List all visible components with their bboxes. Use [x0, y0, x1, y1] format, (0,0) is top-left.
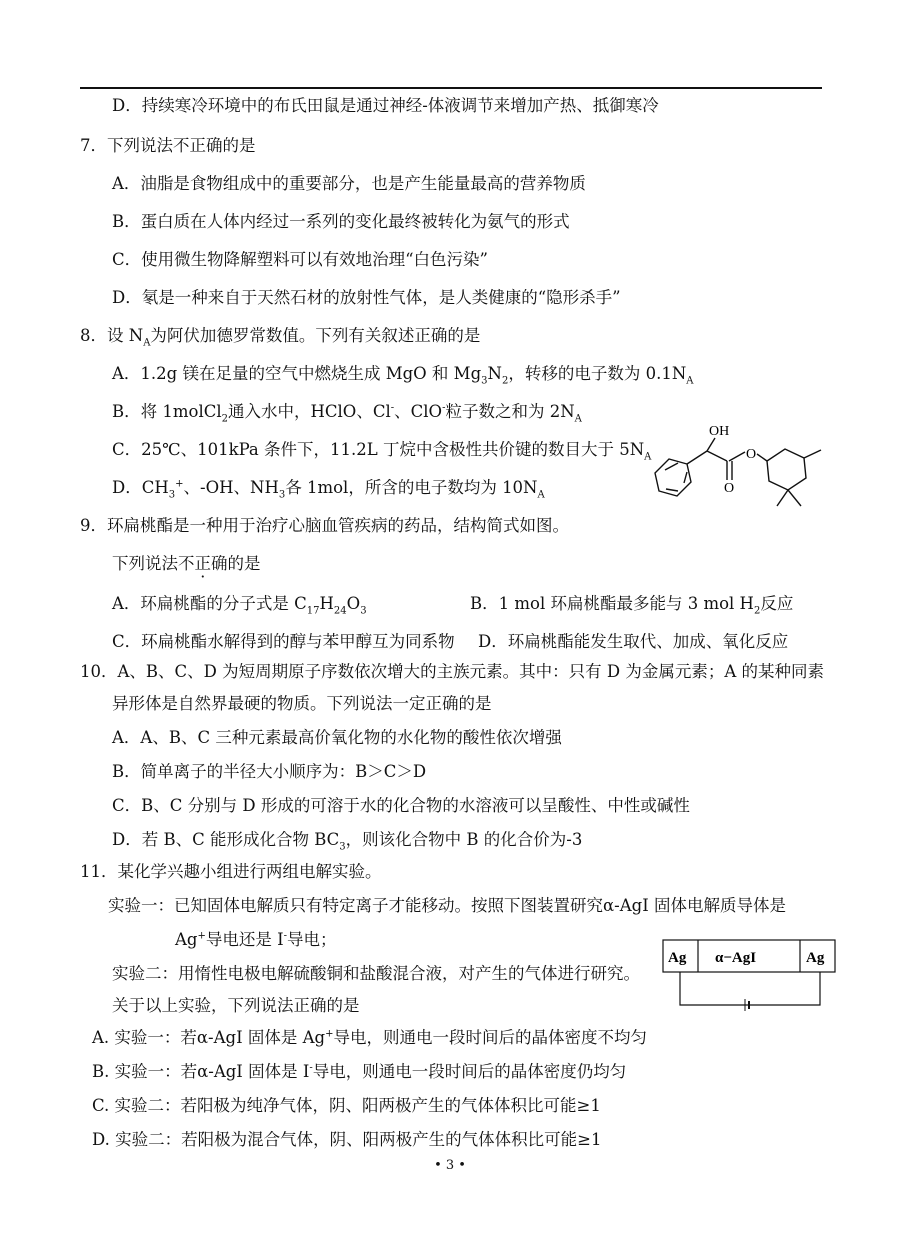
q11-experiment1-line2: Ag+导电还是 I-导电； — [175, 930, 337, 949]
q11-experiment1-line1: 实验一：已知固体电解质只有特定离子才能移动。按照下图装置研究α-AgI 固体电解质导体是 — [108, 896, 786, 915]
q10-stem-line2: 异形体是自然界最硬的物质。下列说法一定正确的是 — [112, 694, 492, 713]
apparatus-electrolyte: α−AgI — [715, 950, 757, 966]
q9-option-c: C．环扁桃酯水解得到的醇与苯甲醇互为同系物 — [112, 632, 455, 651]
hydroxyl-label: OH — [709, 424, 730, 439]
q7-option-a: A．油脂是食物组成中的重要部分，也是产生能量最高的营养物质 — [112, 174, 586, 193]
electrolysis-apparatus-diagram — [662, 938, 837, 1016]
apparatus-left-electrode: Ag — [668, 950, 687, 966]
q7-option-c: C．使用微生物降解塑料可以有效地治理“白色污染” — [112, 250, 488, 269]
q10-option-c: C．B、C 分别与 D 形成的可溶于水的化合物的水溶液可以呈酸性、中性或碱性 — [112, 796, 690, 815]
q11-about: 关于以上实验，下列说法正确的是 — [112, 996, 360, 1015]
q7-option-b: B．蛋白质在人体内经过一系列的变化最终被转化为氨气的形式 — [112, 212, 570, 231]
q11-option-a: A. 实验一：若α-AgI 固体是 Ag+导电，则通电一段时间后的晶体密度不均匀 — [92, 1028, 647, 1047]
header-rule — [80, 87, 822, 89]
page-number: • 3 • — [434, 1158, 466, 1173]
q9-option-b: B．1 mol 环扁桃酯最多能与 3 mol $H_2$反应 — [470, 594, 794, 617]
q6-option-d: D．持续寒冷环境中的布氏田鼠是通过神经-体液调节来增加产热、抵御寒冷 — [112, 96, 659, 115]
q9-stem: 9．环扁桃酯是一种用于治疗心脑血管疾病的药品，结构简式如图。 — [80, 516, 569, 535]
q11-option-d: D. 实验二：若阳极为混合气体，阴、阳两极产生的气体体积比可能≥1 — [92, 1130, 602, 1149]
q9-substem: 下列说法不正确的是 — [112, 554, 261, 573]
q10-option-a: A．A、B、C 三种元素最高价氧化物的水化物的酸性依次增强 — [112, 728, 562, 747]
q8-option-c: C．25℃、101kPa 条件下，11.2L 丁烷中含极性共价键的数目大于 $5N_A$ — [112, 440, 652, 463]
q7-option-d: D．氡是一种来自于天然石材的放射性气体，是人类健康的“隐形杀手” — [112, 288, 621, 307]
q8-option-d: D．$CH_3^+$、-OH、$NH_3$各 1mol，所含的电子数均为 $10N_A$ — [112, 478, 545, 501]
q9-option-d: D．环扁桃酯能发生取代、加成、氧化反应 — [478, 632, 789, 651]
cyclandelate-structure-diagram — [645, 418, 830, 518]
q8-stem: 8．设 $N_A$为阿伏加德罗常数值。下列有关叙述正确的是 — [80, 326, 481, 349]
q7-stem: 7．下列说法不正确的是 — [80, 136, 256, 155]
q11-stem: 11．某化学兴趣小组进行两组电解实验。 — [80, 862, 382, 881]
q10-option-d: D．若 B、C 能形成化合物 $BC_3$，则该化合物中 B 的化合价为-3 — [112, 830, 583, 853]
q11-option-b: B. 实验一：若α-AgI 固体是 I-导电，则通电一段时间后的晶体密度仍均匀 — [92, 1062, 627, 1081]
q10-option-b: B．简单离子的半径大小顺序为：B＞C＞D — [112, 762, 427, 781]
q11-experiment2: 实验二：用惰性电极电解硫酸铜和盐酸混合液，对产生的气体进行研究。 — [112, 964, 640, 983]
ester-oxygen-label: O — [746, 447, 757, 462]
carbonyl-oxygen-label: O — [724, 481, 735, 496]
apparatus-right-electrode: Ag — [806, 950, 825, 966]
q8-option-b: B．将 1molCl$_2$通入水中，HClO、Cl-、ClO-粒子数之和为 $2N_A$ — [112, 402, 582, 425]
cyclohexane-ring — [767, 449, 806, 490]
q9-option-a: A．环扁桃酯的分子式是 $C_{17}H_{24}O_3$ — [112, 594, 367, 617]
q11-option-c: C. 实验二：若阳极为纯净气体，阴、阳两极产生的气体体积比可能≥1 — [92, 1096, 601, 1115]
q10-stem-line1: 10．A、B、C、D 为短周期原子序数依次增大的主族元素。其中：只有 D 为金属元素；A 的某种同素 — [80, 662, 825, 681]
q8-option-a: A．1.2g 镁在足量的空气中燃烧生成 MgO 和 $Mg_3N_2$，转移的电子数为 $0.1N_A$ — [112, 364, 694, 387]
